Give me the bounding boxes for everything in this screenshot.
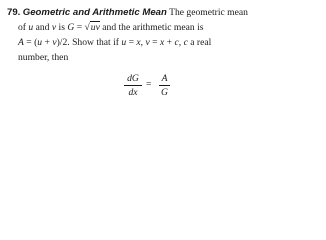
fraction-bar <box>124 85 142 86</box>
problem-title: Geometric and Arithmetic Mean <box>22 7 167 18</box>
equals-sign: = <box>76 22 83 33</box>
var-A: A <box>18 37 24 48</box>
fraction-denominator: dx <box>128 87 138 98</box>
equals-sign: = <box>152 37 158 48</box>
equals-sign: = <box>128 37 134 48</box>
expr-close: )/2. <box>56 37 70 48</box>
problem-line-1 <box>7 5 321 20</box>
var-u: u <box>37 37 43 48</box>
display-equation <box>0 73 326 103</box>
var-c: c, <box>174 37 182 48</box>
text-is: is <box>58 22 65 33</box>
problem-79 <box>7 5 321 65</box>
ratio-fraction <box>159 73 170 98</box>
problem-line-2 <box>7 20 321 35</box>
var-v: v <box>51 22 57 33</box>
expr-open: = ( <box>26 37 38 48</box>
line3-text: Show that if <box>72 37 119 48</box>
line2-text: and the arithmetic mean is <box>102 22 204 33</box>
plus-sign: + <box>166 37 173 48</box>
text-and: and <box>35 22 50 33</box>
fraction-numerator: A <box>161 73 168 84</box>
line3-end-text: a real <box>190 37 212 48</box>
sqrt-radicand: uv <box>90 22 100 33</box>
problem-number: 79. <box>7 7 21 18</box>
fraction-denominator: G <box>161 87 168 98</box>
derivative-fraction <box>124 73 142 98</box>
var-u: u <box>121 37 127 48</box>
sqrt-expression <box>85 20 100 35</box>
var-v: v <box>145 37 150 48</box>
problem-line-3 <box>7 35 321 50</box>
sqrt-symbol: √ <box>84 22 90 33</box>
var-v: v <box>52 37 57 48</box>
line1-text: The geometric mean <box>169 7 248 18</box>
var-x: x <box>159 37 165 48</box>
problem-line-4: number, then <box>18 52 69 63</box>
var-c: c <box>183 37 188 48</box>
fraction-bar <box>159 85 170 86</box>
equals-sign: = <box>146 79 152 90</box>
fraction-numerator: dG <box>127 73 139 84</box>
plus-sign: + <box>44 37 50 48</box>
var-G: G <box>67 22 75 33</box>
var-u: u <box>28 22 34 33</box>
text-of: of <box>18 22 26 33</box>
var-x: x, <box>136 37 144 48</box>
